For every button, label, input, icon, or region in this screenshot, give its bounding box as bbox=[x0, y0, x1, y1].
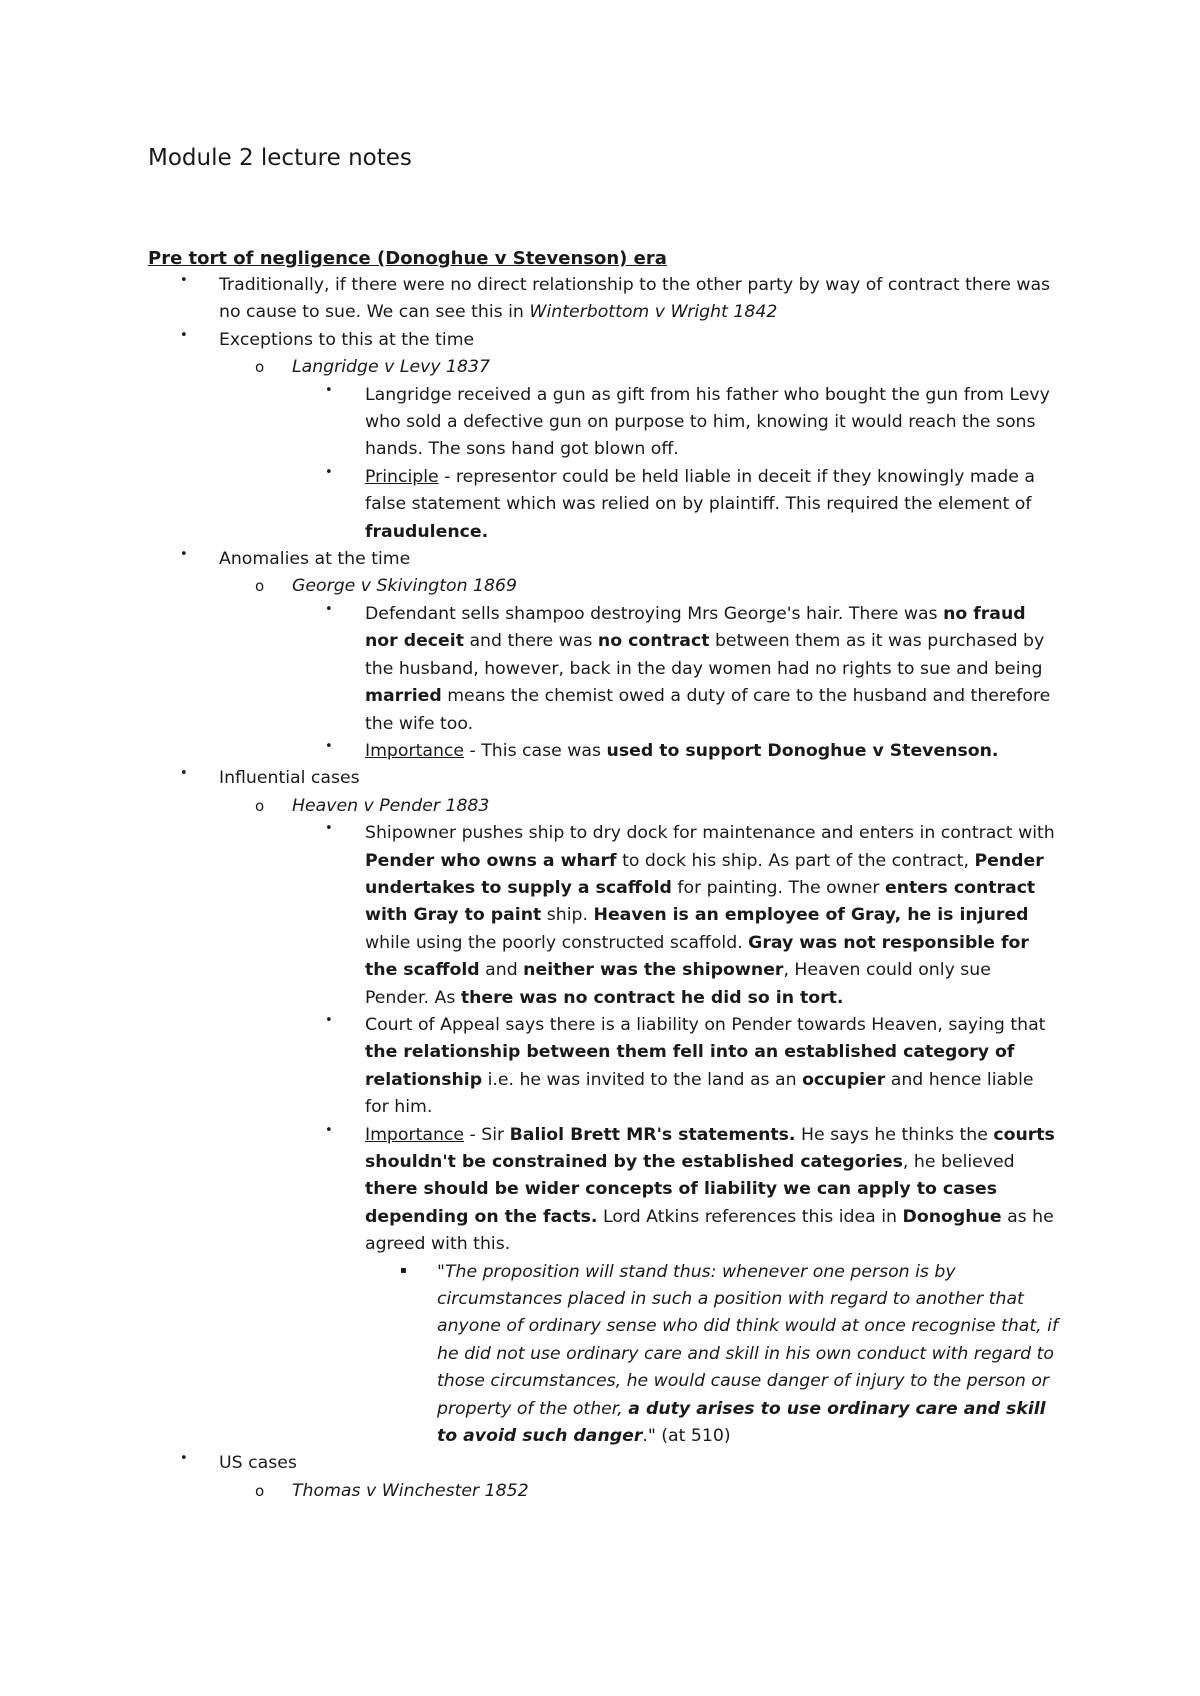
text-run: Influential cases bbox=[219, 768, 360, 789]
text-run: Court of Appeal says there is a liability on Pender towards Heaven, saying that bbox=[365, 1014, 1046, 1035]
circle-marker: o bbox=[255, 1481, 265, 1500]
text-run: US cases bbox=[219, 1453, 297, 1474]
quote-bold-text: a duty arises to use ordinary care and skill to avoid such danger bbox=[437, 1398, 1046, 1447]
bold-run: Heaven is an employee of Gray, he is injured bbox=[593, 905, 1029, 926]
bullet-heaven-facts bbox=[0, 820, 1058, 1012]
case-name: George v Skivington 1869 bbox=[292, 576, 518, 597]
bullet-marker: • bbox=[325, 1012, 333, 1028]
bold-run: there was no contract he did so in tort. bbox=[460, 987, 844, 1008]
bullet-anomalies bbox=[0, 546, 1059, 573]
bullet-influential bbox=[0, 765, 1059, 792]
bullet-traditionally bbox=[0, 272, 1059, 327]
text-run: and there was bbox=[463, 631, 598, 652]
bullet-heaven-appeal bbox=[0, 1012, 1058, 1122]
text-run: for painting. The owner bbox=[671, 877, 885, 898]
bullet-marker: • bbox=[325, 382, 333, 398]
text-run: He says he thinks the bbox=[795, 1124, 994, 1145]
circle-marker: o bbox=[255, 577, 265, 596]
bold-run: courts shouldn't be constrained by the established categories bbox=[365, 1124, 1055, 1172]
underlined-label: Importance bbox=[365, 740, 465, 761]
bullet-us-cases bbox=[0, 1450, 1059, 1477]
text-run: and hence liable for him. bbox=[365, 1069, 1034, 1118]
text-run: between them as it was purchased by the husband, however, back in the day women had no rights to sue and being bbox=[365, 631, 1045, 679]
text-run: and bbox=[479, 960, 524, 981]
bold-run: Donoghue bbox=[902, 1206, 1002, 1227]
bullet-langridge-facts bbox=[0, 382, 1058, 464]
bold-run: there should be wider concepts of liability we can apply to cases depending on the facts. bbox=[365, 1179, 998, 1227]
text-run: i.e. he was invited to the land as an bbox=[482, 1069, 803, 1090]
text-run: - This case was bbox=[464, 740, 607, 761]
bullet-marker: • bbox=[180, 766, 188, 782]
bold-run: enters contract with Gray to paint bbox=[365, 877, 1036, 926]
case-thomas bbox=[0, 1478, 1052, 1505]
bold-run: fraudulence. bbox=[365, 521, 489, 542]
section-heading: Pre tort of negligence (Donoghue v Stevenson) era bbox=[148, 248, 667, 269]
bullet-marker: • bbox=[180, 1451, 188, 1467]
text-run: to dock his ship. As part of the contract, bbox=[616, 850, 975, 871]
notes-list bbox=[0, 272, 1200, 1505]
bullet-marker: • bbox=[325, 821, 333, 837]
page-title: Module 2 lecture notes bbox=[148, 145, 412, 171]
quote-text: "The proposition will stand thus: whenever one person is by circumstances placed in such a position with regard to another that anyone of ordinary sense who did think would at once recognise that, if he did not use ordinary care and skill in his own conduct with regard to those circumstances, he would cause danger of injury to the person or property of the other, bbox=[437, 1261, 1059, 1419]
bold-run: neither was the shipowner bbox=[523, 960, 784, 981]
bullet-marker: • bbox=[325, 1122, 333, 1138]
text-run: means the chemist owed a duty of care to the husband and therefore the wife too. bbox=[365, 686, 1051, 734]
case-name: Langridge v Levy 1837 bbox=[292, 357, 491, 378]
bold-run: Pender who owns a wharf bbox=[365, 850, 617, 871]
case-name: Thomas v Winchester 1852 bbox=[292, 1480, 529, 1501]
text-run: Lord Atkins references this idea in bbox=[597, 1206, 903, 1227]
bullet-marker: • bbox=[180, 273, 188, 288]
bullet-langridge-principle bbox=[0, 464, 1058, 546]
bold-run: used to support Donoghue v Stevenson. bbox=[606, 740, 999, 761]
text-run: Exceptions to this at the time bbox=[219, 329, 475, 350]
text-run: , he believed bbox=[902, 1152, 1015, 1172]
text-run: ." (at 510) bbox=[642, 1426, 731, 1447]
text-run: , Heaven could only sue Pender. As bbox=[365, 960, 991, 1008]
bold-run: Gray was not responsible for the scaffold bbox=[365, 932, 1029, 981]
bold-run: Baliol Brett MR's statements. bbox=[509, 1124, 796, 1145]
bullet-george-importance bbox=[0, 738, 1058, 765]
text-run: Defendant sells shampoo destroying Mrs George's hair. There was bbox=[365, 603, 944, 624]
case-heaven bbox=[0, 793, 1052, 820]
bullet-exceptions bbox=[0, 327, 1059, 354]
bullet-marker: • bbox=[180, 547, 188, 563]
case-name: Heaven v Pender 1883 bbox=[292, 795, 490, 816]
underlined-label: Importance bbox=[365, 1124, 465, 1145]
bullet-marker: • bbox=[180, 327, 188, 343]
case-langridge bbox=[0, 354, 1052, 381]
text-run: Anomalies at the time bbox=[219, 549, 411, 570]
text-run: Traditionally, if there were no direct relationship to the other party by way of contract there was no cause to sue. We can see this in bbox=[219, 275, 1051, 323]
bold-run: occupier bbox=[802, 1069, 886, 1090]
bullet-marker: • bbox=[325, 601, 333, 617]
bullet-george-facts bbox=[0, 601, 1058, 738]
bullet-marker: • bbox=[325, 464, 333, 480]
bold-run: Pender undertakes to supply a scaffold bbox=[365, 850, 1044, 898]
bullet-heaven-importance bbox=[0, 1122, 1058, 1259]
bullet-marker: • bbox=[325, 738, 333, 754]
bold-run: the relationship between them fell into an established category of relationship bbox=[365, 1042, 1015, 1090]
text-run: ship. bbox=[541, 905, 594, 926]
circle-marker: o bbox=[255, 358, 265, 377]
bold-run: no fraud nor deceit bbox=[365, 603, 1026, 652]
circle-marker: o bbox=[255, 796, 265, 815]
bold-run: no contract bbox=[597, 631, 710, 652]
bold-run: married bbox=[365, 686, 442, 707]
bullet-heaven-quote bbox=[0, 1259, 1059, 1451]
text-run: Langridge received a gun as gift from his father who bought the gun from Levy who sold a defective gun on purpose to him, knowing it would reach the sons hands. The sons hand got blown off. bbox=[365, 384, 1050, 460]
text-run: - Sir bbox=[464, 1124, 510, 1145]
text-run: - representor could be held liable in deceit if they knowingly made a false statement which was relied on by plaintiff. This required the element of bbox=[365, 466, 1035, 515]
text-run: Shipowner pushes ship to dry dock for maintenance and enters in contract with bbox=[365, 823, 1055, 844]
case-name: Winterbottom v Wright 1842 bbox=[529, 302, 778, 323]
case-george bbox=[0, 573, 1052, 600]
text-run: as he agreed with this. bbox=[365, 1206, 1054, 1255]
square-marker: ▪ bbox=[400, 1264, 407, 1276]
underlined-label: Principle bbox=[365, 466, 439, 487]
text-run: while using the poorly constructed scaffold. bbox=[365, 932, 749, 953]
